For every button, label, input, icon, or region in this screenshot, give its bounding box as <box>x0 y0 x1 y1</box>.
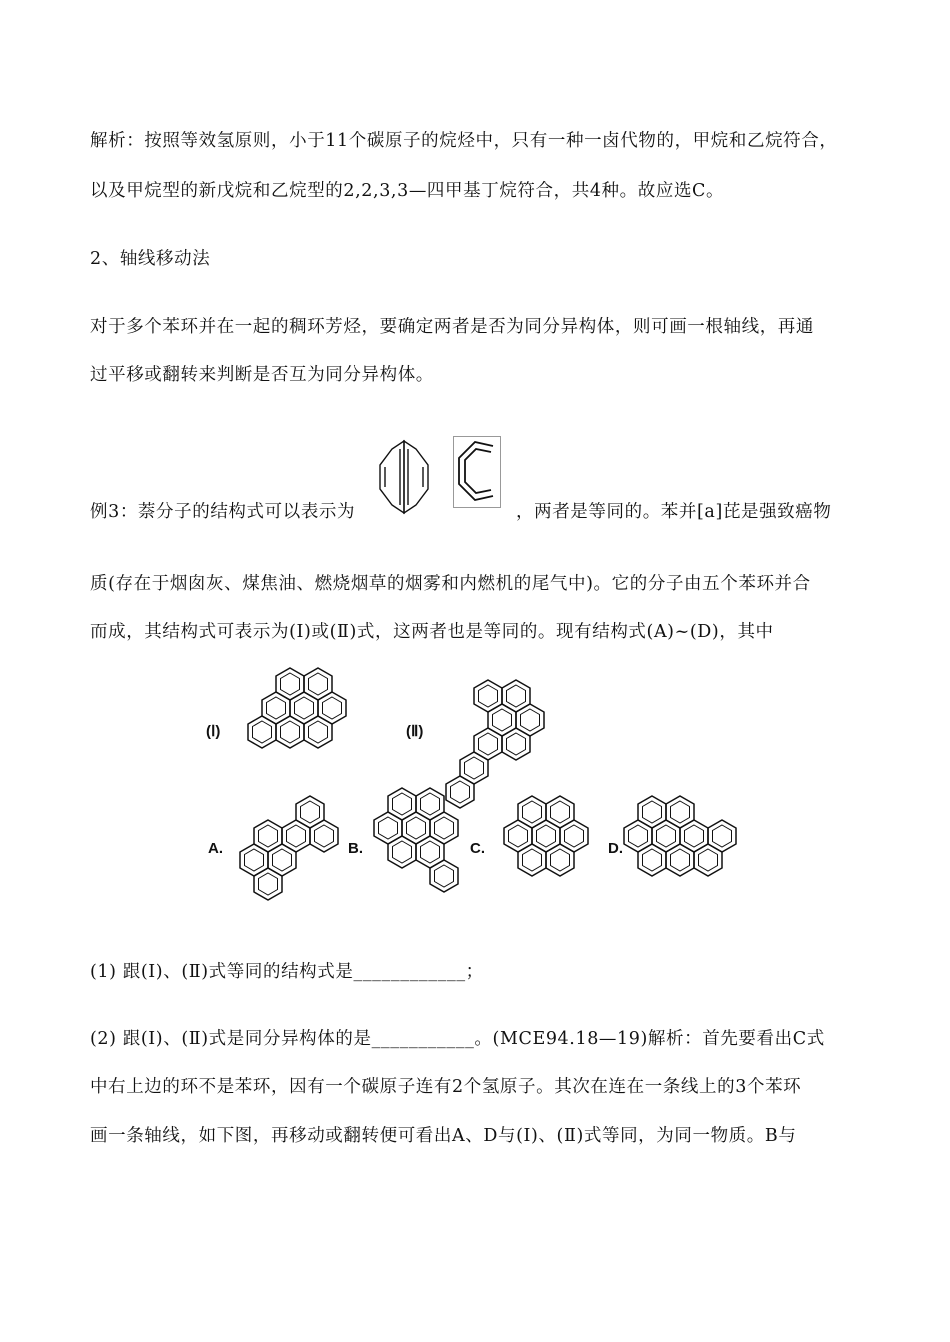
paragraph-line: 而成，其结构式可表示为(Ⅰ)或(Ⅱ)式，这两者也是等同的。现有结构式(A)~(D)，其中 <box>90 622 774 642</box>
paragraph-line: 对于多个苯环并在一起的稠环芳烃，要确定两者是否为同分异构体，则可画一根轴线，再通 <box>90 317 814 337</box>
section-heading: 2、轴线移动法 <box>90 249 211 269</box>
benzopyrene-figure <box>200 670 760 920</box>
structure-I <box>248 668 346 748</box>
structure-II <box>446 680 544 808</box>
label-structure-I: (Ⅰ) <box>206 723 221 740</box>
label-structure-A: A. <box>208 840 223 857</box>
naphthalene-structure-2 <box>453 436 501 508</box>
paragraph-line: 解析：按照等效氢原则，小于11个碳原子的烷烃中，只有一种一卤代物的，甲烷和乙烷符合， <box>90 131 838 151</box>
paragraph-line: 以及甲烷型的新戊烷和乙烷型的2,2,3,3—四甲基丁烷符合，共4种。故应选C。 <box>90 181 725 201</box>
paragraph-line: 过平移或翻转来判断是否互为同分异构体。 <box>90 365 434 385</box>
structure-C <box>504 796 588 876</box>
structure-A <box>240 796 338 900</box>
structure-D <box>624 796 736 876</box>
naphthalene-structure-1 <box>378 437 430 517</box>
label-structure-C: C. <box>470 840 485 857</box>
question-2: (2) 跟(Ⅰ)、(Ⅱ)式是同分异构体的是___________。(MCE94.18—19)解析：首先要看出C式 <box>90 1029 825 1049</box>
paragraph-line: 质(存在于烟囱灰、煤焦油、燃烧烟草的烟雾和内燃机的尾气中)。它的分子由五个苯环并合 <box>90 574 811 594</box>
paragraph-line: 中右上边的环不是苯环，因有一个碳原子连有2个氢原子。其次在连在一条线上的3个苯环 <box>90 1077 802 1097</box>
label-structure-B: B. <box>348 840 363 857</box>
structure-B <box>374 788 458 892</box>
label-structure-II: (Ⅱ) <box>406 723 424 740</box>
example-3-text-after: ，两者是等同的。苯并[a]芘是强致癌物 <box>516 502 832 522</box>
example-3-text-before: 例3：萘分子的结构式可以表示为 <box>90 502 356 522</box>
question-1: (1) 跟(Ⅰ)、(Ⅱ)式等同的结构式是____________； <box>90 962 484 982</box>
paragraph-line: 画一条轴线，如下图，再移动或翻转便可看出A、D与(Ⅰ)、(Ⅱ)式等同，为同一物质。B与 <box>90 1126 797 1146</box>
label-structure-D: D. <box>608 840 623 857</box>
